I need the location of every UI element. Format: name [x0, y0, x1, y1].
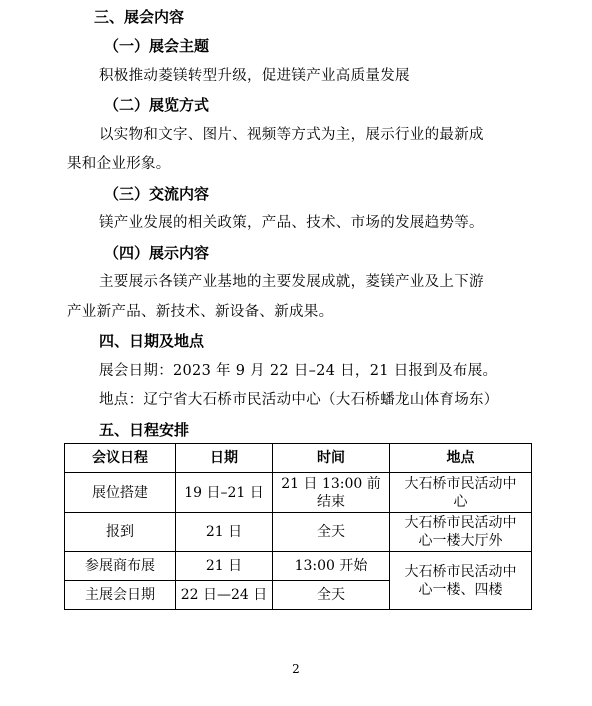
schedule-table	[64, 443, 532, 610]
paragraph-exhibition-method-line1: 以实物和文字、图片、视频等方式为主，展示行业的最新成	[99, 127, 484, 143]
table-cell-time: 13:00 开始	[273, 552, 390, 581]
paragraph-display-content-line1: 主要展示各镁产业基地的主要发展成就，菱镁产业及上下游	[99, 274, 484, 290]
table-cell-date: 21 日	[176, 552, 273, 581]
subheading-display-content: （四）展示内容	[104, 244, 210, 262]
table-cell-location	[390, 513, 532, 552]
paragraph-exhibition-theme: 积极推动菱镁转型升级，促进镁产业高质量发展	[99, 68, 410, 84]
table-cell-time-line1: 21 日 13:00 前	[281, 475, 381, 492]
table-cell-time-line2: 结束	[317, 493, 345, 510]
table-cell-location-line1: 大石桥市民活动中	[404, 563, 517, 580]
subheading-exhibition-method: （二）展览方式	[104, 96, 210, 114]
table-header-time: 时间	[273, 444, 390, 473]
exhibition-location-text: 地点：辽宁省大石桥市民活动中心（大石桥蟠龙山体育场东）	[99, 392, 499, 408]
table-header-row	[65, 444, 532, 473]
section-heading-date-location: 四、日期及地点	[99, 332, 205, 350]
page-number: 2	[292, 662, 300, 676]
table-row	[65, 552, 532, 581]
table-row	[65, 513, 532, 552]
table-cell-agenda: 报到	[65, 513, 176, 552]
subheading-exchange-content: （三）交流内容	[104, 185, 210, 203]
table-row	[65, 473, 532, 513]
table-cell-location-merged	[390, 552, 532, 610]
table-cell-date: 22 日—24 日	[176, 581, 273, 610]
table-cell-date: 19 日–21 日	[176, 473, 273, 513]
subheading-exhibition-theme: （一）展会主题	[104, 37, 210, 55]
table-cell-agenda: 参展商布展	[65, 552, 176, 581]
table-header-location: 地点	[390, 444, 532, 473]
table-cell-time	[273, 473, 390, 513]
table-cell-location	[390, 473, 532, 513]
section-heading-schedule: 五、日程安排	[99, 421, 190, 439]
exhibition-date-text: 展会日期：2023 年 9 月 22 日–24 日，21 日报到及布展。	[99, 363, 498, 379]
paragraph-display-content-line2: 产业新产品、新技术、新设备、新成果。	[67, 304, 334, 320]
table-header-date: 日期	[176, 444, 273, 473]
table-cell-agenda: 展位搭建	[65, 473, 176, 513]
paragraph-exhibition-method-line2: 果和企业形象。	[67, 156, 171, 172]
paragraph-exchange-content: 镁产业发展的相关政策，产品、技术、市场的发展趋势等。	[99, 215, 484, 231]
table-cell-location-line2: 心	[453, 493, 468, 510]
table-cell-time: 全天	[273, 581, 390, 610]
table-cell-agenda: 主展会日期	[65, 581, 176, 610]
table-cell-date: 21 日	[176, 513, 273, 552]
section-heading-exhibition-content: 三、展会内容	[94, 8, 185, 26]
table-cell-location-line2: 心一楼大厅外	[418, 533, 503, 549]
table-header-agenda: 会议日程	[65, 444, 176, 473]
table-cell-location-line2: 心一楼、四楼	[418, 581, 503, 598]
table-cell-time: 全天	[273, 513, 390, 552]
table-cell-location-line1: 大石桥市民活动中	[404, 515, 517, 531]
table-cell-location-line1: 大石桥市民活动中	[404, 475, 517, 492]
